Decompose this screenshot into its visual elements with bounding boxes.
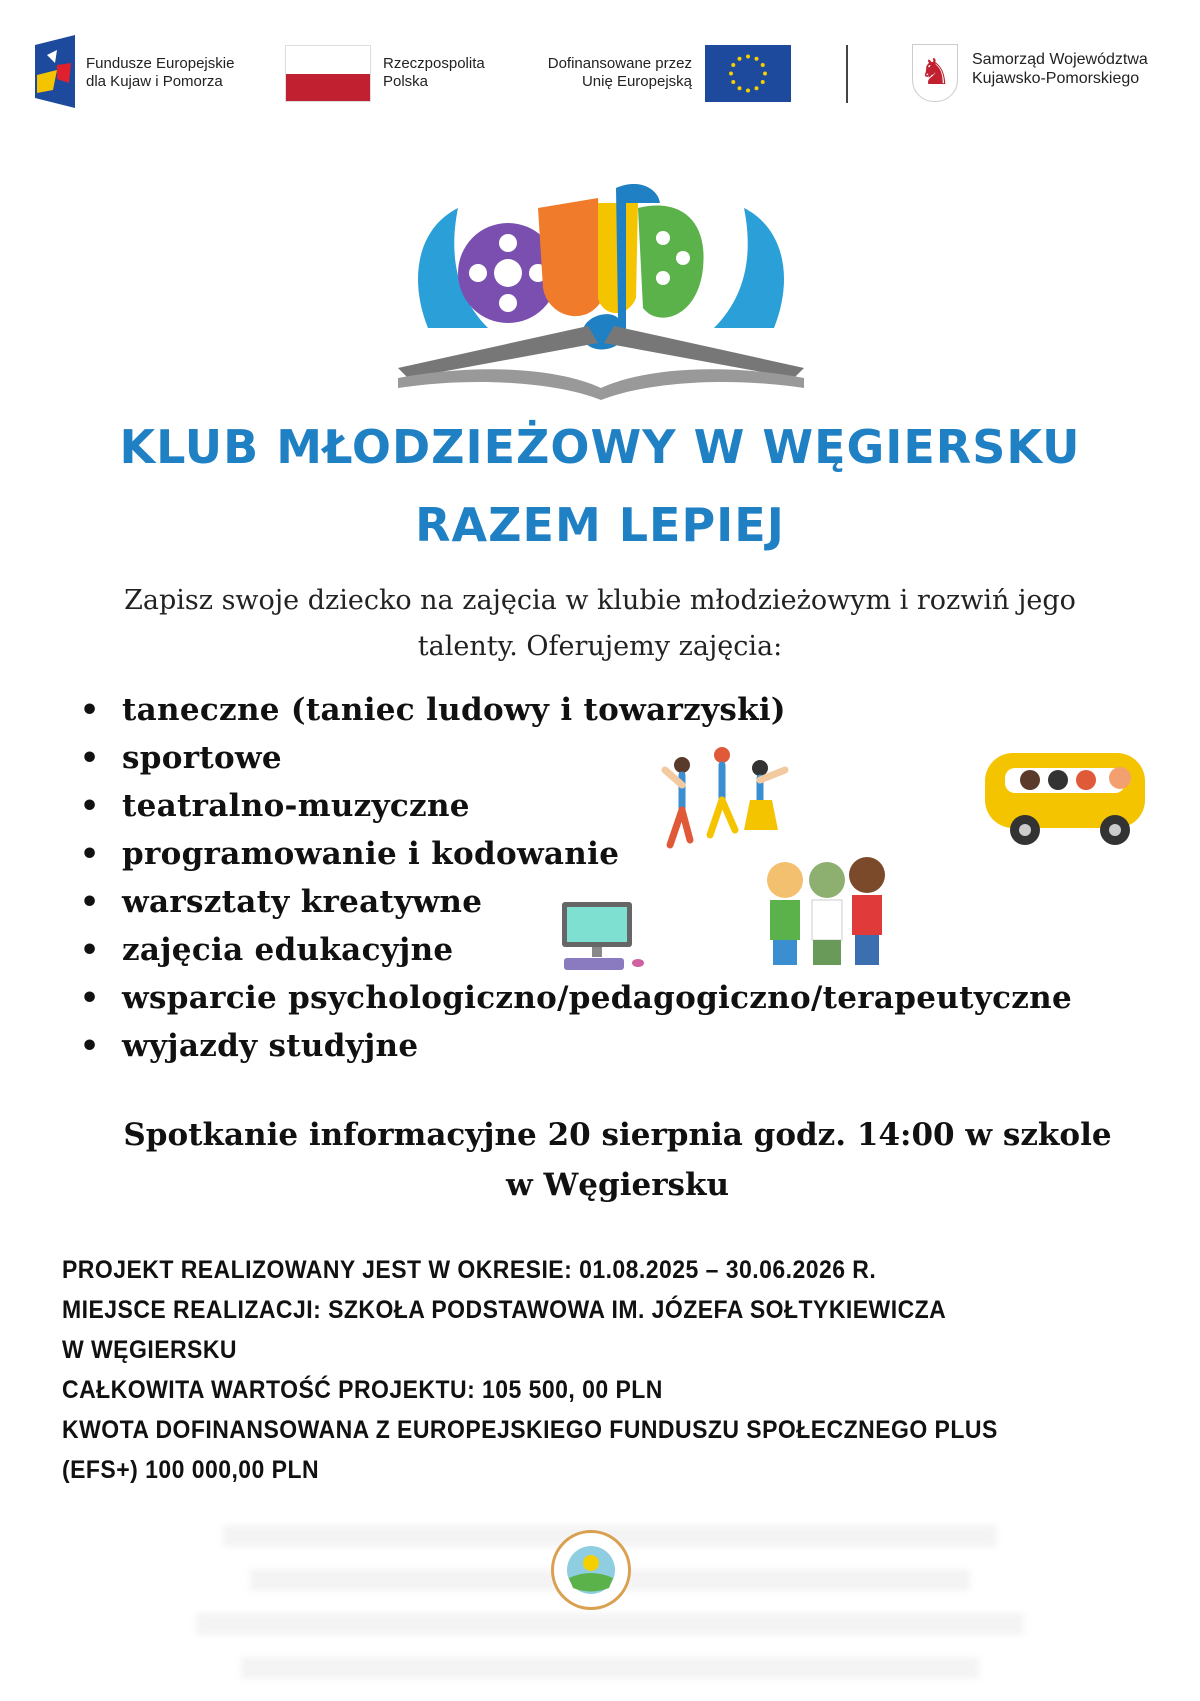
meeting-line2: w Węgiersku	[506, 1167, 729, 1203]
list-item: • wyjazdy studyjne	[80, 1022, 1072, 1070]
fe-logo	[35, 35, 75, 108]
meeting-info	[0, 1110, 1200, 1210]
eu-star-icon	[731, 80, 735, 84]
eu-star-icon	[738, 86, 742, 90]
eu-line2: Unię Europejską	[581, 73, 692, 90]
meeting-line1: Spotkanie informacyjne 20 sierpnia godz. 14:00 w szkole	[123, 1117, 1112, 1153]
project-info	[62, 1250, 998, 1490]
school-bus-illustration	[980, 748, 1165, 853]
eu-star-icon	[755, 86, 759, 90]
activities-list	[80, 686, 1072, 1070]
eu-star-icon	[738, 57, 742, 61]
eu-star-icon	[746, 55, 750, 59]
region-line1: Samorząd Województwa	[972, 51, 1148, 68]
region-crest: ♞	[912, 44, 958, 102]
title-line2: RAZEM LEPIEJ	[415, 498, 785, 552]
info-line: KWOTA DOFINANSOWANA Z EUROPEJSKIEGO FUNDUSZU SPOŁECZNEGO PLUS	[62, 1416, 998, 1444]
divider	[846, 45, 848, 103]
info-line: MIEJSCE REALIZACJI: SZKOŁA PODSTAWOWA IM. JÓZEFA SOŁTYKIEWICZA	[62, 1296, 947, 1324]
rp-line1: Rzeczpospolita	[383, 55, 485, 72]
eu-star-icon	[746, 89, 750, 93]
arts-club-logo	[398, 178, 804, 400]
list-item: • teatralno-muzyczne	[80, 782, 1072, 830]
eu-star-icon	[729, 72, 733, 76]
eu-star-icon	[761, 63, 765, 67]
list-item: • warsztaty kreatywne	[80, 878, 1072, 926]
intro-text	[40, 578, 1160, 670]
eu-star-icon	[763, 72, 767, 76]
fe-line1: Fundusze Europejskie	[86, 55, 235, 72]
region-line2: Kujawsko-Pomorskiego	[972, 70, 1140, 87]
polish-flag	[285, 45, 371, 102]
eu-flag	[705, 45, 791, 102]
eu-logo-text	[520, 55, 692, 91]
rp-logo-text	[383, 55, 485, 91]
eu-star-icon	[755, 57, 759, 61]
info-line: W WĘGIERSKU	[62, 1336, 238, 1364]
info-line: CAŁKOWITA WARTOŚĆ PROJEKTU: 105 500, 00 PLN	[62, 1376, 663, 1404]
region-logo-text	[972, 50, 1148, 88]
lgd-seal	[551, 1530, 631, 1610]
info-line: PROJEKT REALIZOWANY JEST W OKRESIE: 01.08.2025 – 30.06.2026 R.	[62, 1256, 877, 1284]
computer-illustration	[560, 900, 650, 975]
info-line: (EFS+) 100 000,00 PLN	[62, 1456, 320, 1484]
rp-line2: Polska	[383, 73, 429, 90]
dancers-illustration	[660, 740, 790, 855]
intro-line1: Zapisz swoje dziecko na zajęcia w klubie młodzieżowym i rozwiń jego	[124, 585, 1076, 616]
intro-line2: talenty. Oferujemy zajęcia:	[417, 631, 783, 662]
list-item: • zajęcia edukacyjne	[80, 926, 1072, 974]
fe-line2: dla Kujaw i Pomorza	[86, 73, 223, 90]
list-item: • taneczne (taniec ludowy i towarzyski)	[80, 686, 1072, 734]
eu-star-icon	[761, 80, 765, 84]
list-item: • wsparcie psychologiczno/pedagogiczno/terapeutyczne	[80, 974, 1072, 1022]
title-line1: KLUB MŁODZIEŻOWY W WĘGIERSKU	[119, 420, 1081, 474]
list-item: • sportowe	[80, 734, 1072, 782]
kids-illustration	[755, 855, 895, 980]
eu-star-icon	[731, 63, 735, 67]
fe-logo-text	[86, 55, 234, 91]
list-item: • programowanie i kodowanie	[80, 830, 1072, 878]
eu-line1: Dofinansowane przez	[547, 55, 692, 72]
